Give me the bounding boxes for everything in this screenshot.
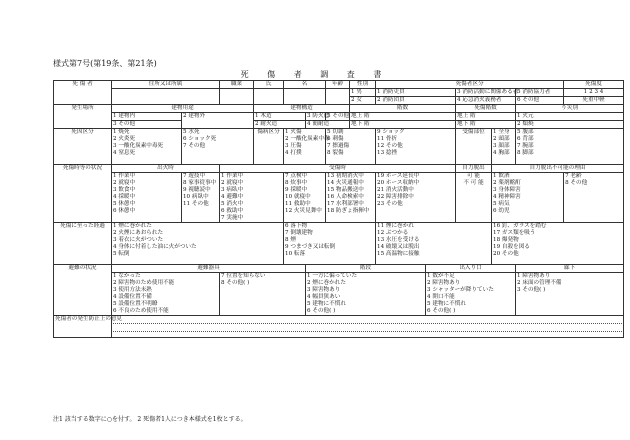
survey-form (53, 80, 624, 338)
body-col2[interactable]: 5 腹部 6 背部 7 腕部 8 脚部 (516, 129, 624, 165)
usage-head: 建物用途 (112, 105, 254, 113)
struct-1[interactable]: 1 木造 (254, 113, 306, 121)
address-field[interactable] (112, 89, 220, 105)
name-head: 名 (284, 81, 326, 89)
reason-col1[interactable]: 1 飲酒 2 薬剤酩酊 3 身体障害 4 精神障害 5 病気 6 幼児 (492, 173, 564, 223)
struct-3[interactable]: 3 防火造 (307, 113, 330, 119)
reason-head: 自力脱出不可能の理由 (492, 165, 624, 173)
body-part-label: 受傷部位 (456, 129, 492, 165)
situation-label: 死傷時等の状況 (54, 165, 112, 223)
category-head: 死傷者区分 (376, 81, 564, 89)
deathfloor-head: 死傷階数 (456, 105, 516, 113)
cat-4[interactable]: 4 応急消火義務者 (456, 97, 516, 105)
floors-below[interactable]: 地下 階 (350, 121, 456, 129)
injury-time-head: 受傷時 (220, 165, 456, 173)
struct-head: 建物構造 (254, 105, 350, 113)
equip-col2[interactable]: 7 位置を知らない 8 その他( ) (220, 273, 306, 316)
stairs-options[interactable]: 1 一方に偏っていた 2 煙に巻かれた 3 障害物あり 4 幅員狭あい 5 建物に不慣れ 6 その他( ) (306, 273, 426, 316)
struct-4[interactable]: 4 簡耐造 (306, 121, 350, 129)
body-col1[interactable]: 1 全身 2 頭部 3 顔部 4 胸部 (492, 129, 516, 165)
equip-col1[interactable]: 1 なかった 2 障害物のため使用不能 3 使用方法未熟 4 設備位置不備 5 設備位置不明瞭 6 不良のため使用不能 (112, 273, 220, 316)
process-col2[interactable]: 6 落下物 7 倒壊建物 8 煙 9 つまづき又は転倒 10 転落 (284, 223, 376, 265)
exits-options[interactable]: 1 数が不足 2 障害物あり 3 シャッターが降りていた 4 開口不能 5 建物に不慣れ 6 その他( ) (426, 273, 516, 316)
process-label: 死傷に至った経過 (54, 223, 112, 265)
fire-col2[interactable]: 7 遊技中 8 家事従事中 9 視聴読中 10 病臥中 11 その他 (182, 173, 220, 223)
equip-head: 避難器具 (112, 265, 306, 273)
injury-col3[interactable]: 9 ショック 11 骨折 12 その他 13 捻挫 (376, 129, 456, 165)
footnote: 注1 該当する数字に○を付す。 2 死傷者1人につき本様式を1枚とする。 (53, 416, 247, 423)
reason-col2[interactable]: 7 老齢 8 その他 (564, 173, 624, 223)
surname-head: 氏 (254, 81, 284, 89)
burn-head: り災別 (516, 105, 624, 113)
sex-female[interactable]: 2 女 (350, 97, 376, 105)
age-head: 年齢 (326, 81, 350, 89)
place-label: 発生場所 (54, 105, 112, 129)
degree-numbers[interactable]: 1 2 3 4 (564, 89, 624, 97)
self-escape-options[interactable]: 可 能 不 可 能 (456, 173, 492, 223)
deathcause-label: 死因区分 (54, 129, 112, 165)
usage-1[interactable]: 1 建物内 (112, 113, 182, 121)
casualty-label: 死 傷 者 (54, 81, 112, 105)
struct-2[interactable]: 2 耐火造 (254, 121, 306, 129)
opinion-label: 死傷者の発生防止上の意見 (54, 316, 112, 338)
sex-head: 性別 (350, 81, 376, 89)
process-col1[interactable]: 1 煙に巻かれた 2 火煙にあおられた 3 着衣に火がついた 4 身体に付着した油に火がついた 5 転倒 (112, 223, 284, 265)
address-head: 住所又は所属 (112, 81, 220, 89)
injury-time-col4[interactable]: 19 ホース延長中 20 ホース収納中 21 消火活動中 22 障害排除中 23 その他 (376, 173, 456, 223)
injury-col1[interactable]: 1 火傷 2 一酸化炭素中毒 3 圧傷 4 打撲 (284, 129, 326, 165)
corridor-head: 廊下 (516, 265, 624, 273)
usage-3[interactable]: 3 その他 (112, 121, 182, 129)
cause-col2[interactable]: 5 水死 6 ショック死 7 その他 (182, 129, 254, 165)
usage-2[interactable]: 2 建物外 (182, 113, 254, 129)
name-field[interactable] (284, 89, 326, 105)
evacuation-label: 避難の状況 (54, 265, 112, 316)
degree-head: 死傷度 (564, 81, 624, 89)
sex-male[interactable]: 1 男 (350, 89, 376, 97)
injury-time-col1[interactable]: 1 作業中 2 就寝中 3 病臥中 4 避難中 5 消火中 6 救助中 7 実施中 (220, 173, 284, 223)
fire-time-head: 出火時 (112, 165, 220, 173)
injury-time-col3[interactable]: 13 初期消火中 14 火災通報中 15 物品搬送中 16 人命検索中 17 水利部署中 18 防ぎょ指揮中 (326, 173, 376, 223)
corridor-options[interactable]: 1 障害物あり 2 床面の管理不備 3 その他( ) (516, 273, 624, 316)
surname-field[interactable] (254, 89, 284, 105)
struct-5[interactable]: 5 その他 (327, 113, 350, 119)
age-field[interactable] (326, 89, 350, 105)
deathfloor-below[interactable]: 地下 階 (456, 121, 516, 129)
injury-col2[interactable]: 5 切創 6 刺傷 7 擦過傷 8 裂傷 (326, 129, 376, 165)
form-title: 死 傷 者 調 査 書 (240, 70, 390, 79)
self-escape-head: 自力脱出 (456, 165, 492, 173)
injury-type-label: 傷病区分 (254, 129, 284, 165)
process-col3[interactable]: 11 煙に巻かれ 12 ぶつかる 13 水圧を受ける 14 破壊又は脱出 15 高温物に接触 (376, 223, 492, 265)
floors-above[interactable]: 地上 階 (350, 113, 456, 121)
opinion-field[interactable] (112, 316, 624, 338)
fire-col1[interactable]: 1 作業中 2 就寝中 3 飲食中 4 採暖中 5 休憩中 6 休憩中 (112, 173, 182, 223)
cause-col1[interactable]: 1 焼死 2 火炎死 3 一酸化炭素中毒死 4 窒息死 (112, 129, 182, 165)
job-head: 職業 (220, 81, 254, 89)
burn-spread[interactable]: 2 類焼 (516, 121, 624, 129)
burn-origin[interactable]: 1 火元 (516, 113, 624, 121)
cat-1[interactable]: 1 消防吏員 (376, 89, 456, 97)
stairs-head: 階段 (306, 265, 426, 273)
degree-labels: 死重中軽 (564, 97, 624, 105)
floors-head: 階数 (350, 105, 456, 113)
deathfloor-above[interactable]: 地上 階 (456, 113, 516, 121)
job-field[interactable] (220, 89, 254, 105)
cat-2[interactable]: 2 消防団員 (376, 97, 456, 105)
cat-6[interactable]: 6 その他 (516, 97, 564, 105)
cat-3[interactable]: 3 消防活動に関係ある者 (457, 89, 519, 95)
injury-time-col2[interactable]: 7 点検中 8 炊事中 9 採暖中 10 就寝中 11 救助中 12 火災見舞中 (284, 173, 326, 223)
cat-5[interactable]: 5 消防協力者 (516, 89, 564, 97)
exits-head: 出入り口 (426, 265, 516, 273)
process-col4[interactable]: 16 釘、ガラスを踏む 17 ガス類を吸う 18 爆発物 19 自殺を図る 20 その他 (492, 223, 624, 265)
form-number: 様式第7号(第19条、第21条) (53, 59, 157, 68)
